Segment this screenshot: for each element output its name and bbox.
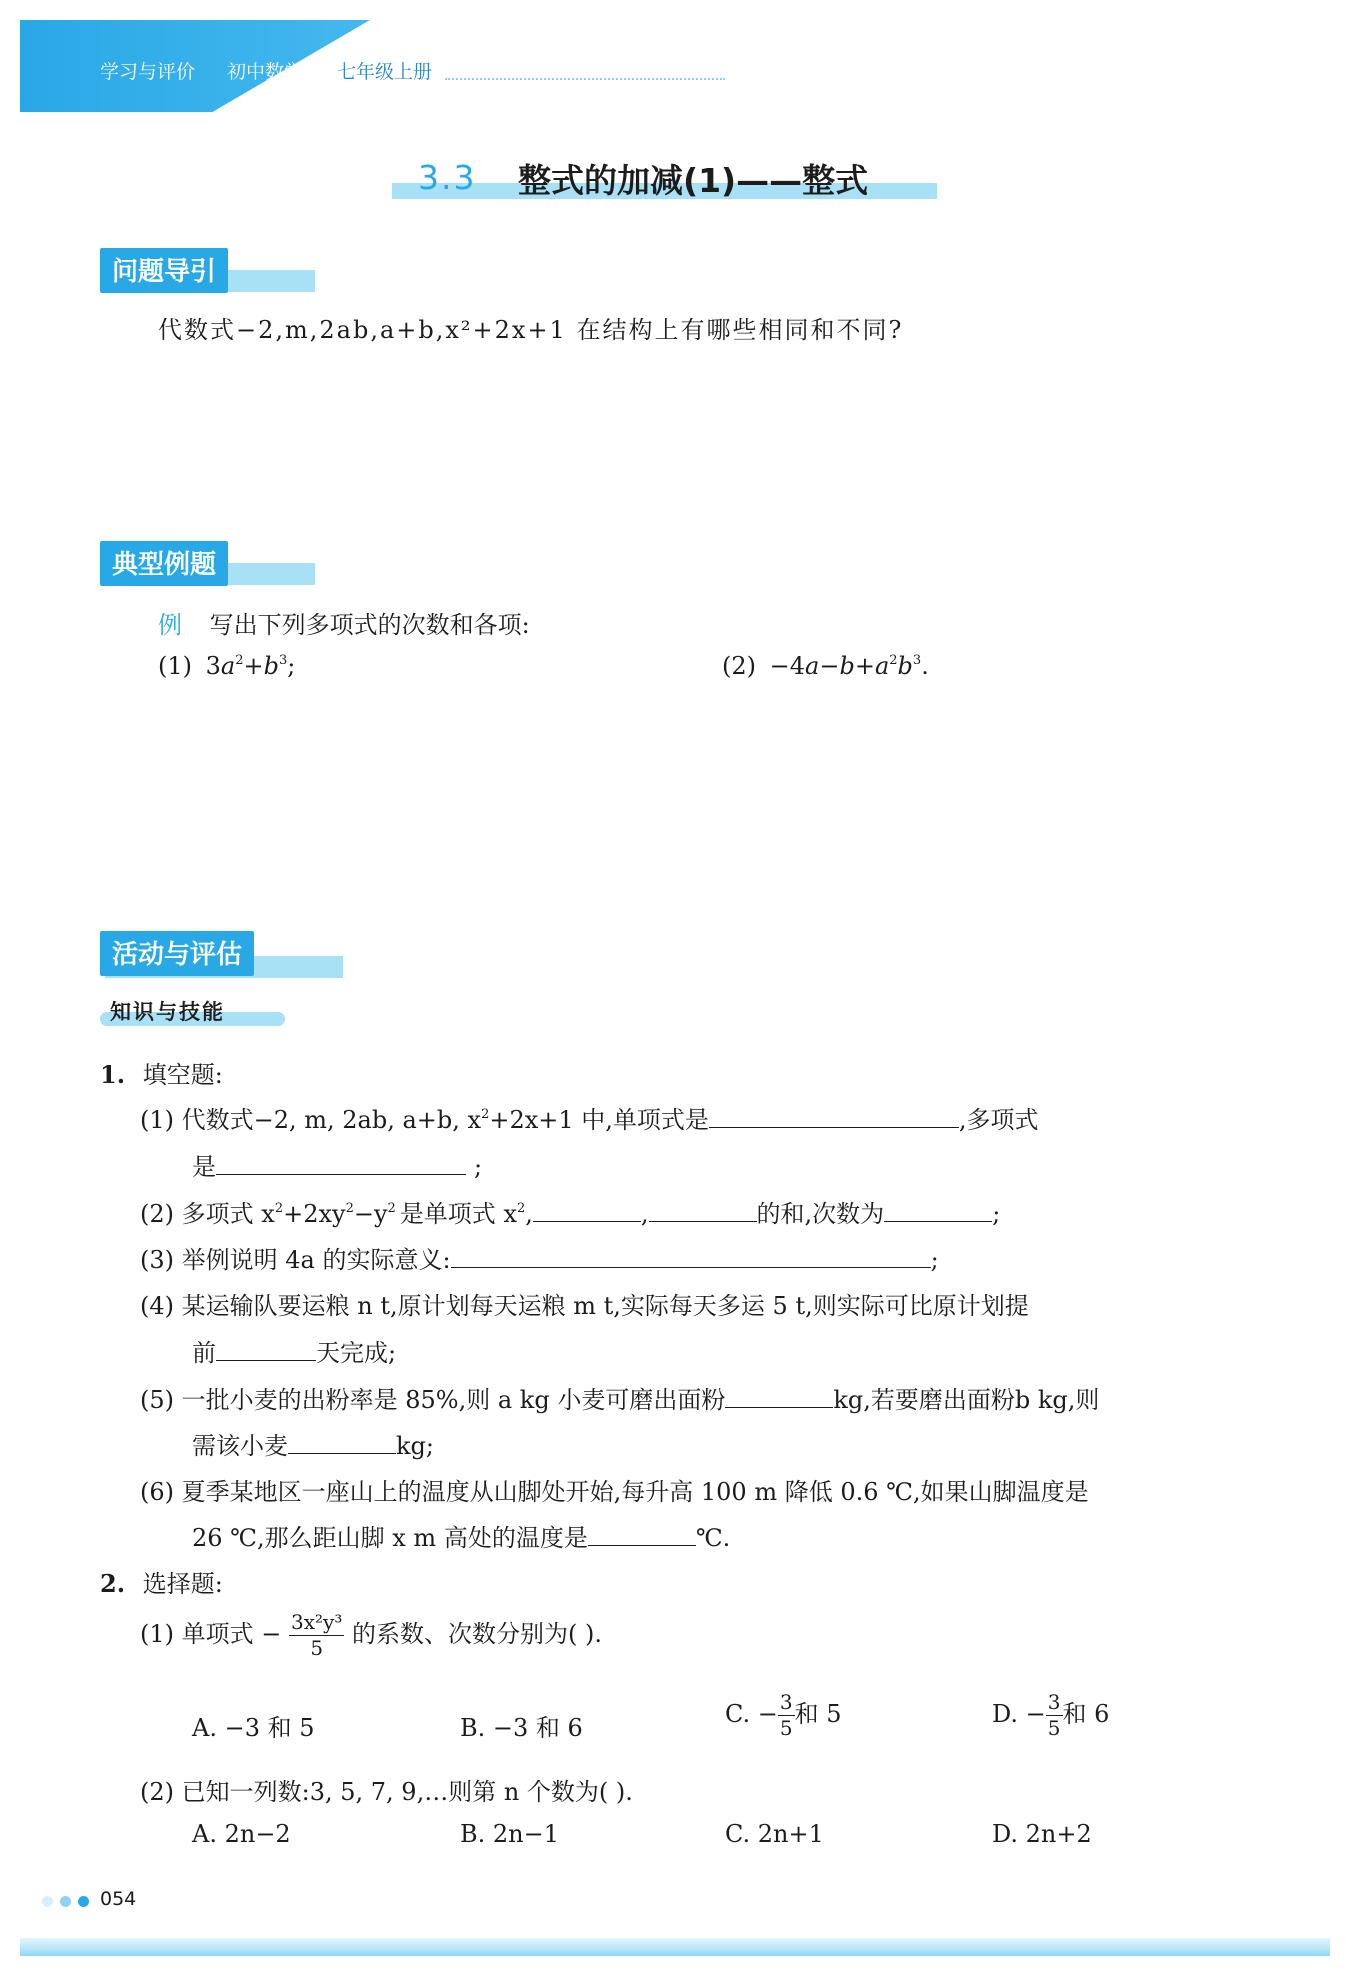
q1-part-5-cont: 需该小麦 kg; xyxy=(192,1432,434,1460)
answer-blank[interactable] xyxy=(649,1199,757,1222)
option-c[interactable]: C. 2n+1 xyxy=(725,1820,824,1848)
q2-part-1: (1) 单项式 − $\frac{\text{3x²y³}}{5}$ 的系数、次数分别为( ). xyxy=(140,1610,602,1660)
answer-blank[interactable] xyxy=(725,1385,833,1408)
footer-dot xyxy=(42,1896,53,1907)
example-label: 例 xyxy=(158,611,182,639)
q1-part-4-cont: 前 天完成; xyxy=(192,1339,397,1367)
answer-blank[interactable] xyxy=(588,1523,696,1546)
example-part-2: $(2) -4a-b+a^2b^3$. xyxy=(722,652,929,680)
section-tag-intro: 问题导引 xyxy=(100,248,228,293)
option-c[interactable]: C. − $\frac{3}{5}$ 和 5 xyxy=(725,1690,842,1740)
option-a[interactable]: A. 2n−2 xyxy=(192,1820,291,1848)
option-d[interactable]: D. 2n+2 xyxy=(992,1820,1092,1848)
q1-part-4: (4) 某运输队要运粮 n t,原计划每天运粮 m t,实际每天多运 5 t,则实际可比原计划提 xyxy=(140,1292,1029,1320)
question-1-heading: 1. 填空题: xyxy=(100,1060,223,1089)
answer-blank[interactable] xyxy=(288,1431,396,1454)
intro-question: 代数式−2,m,2ab,a+b,x²+2x+1 在结构上有哪些相同和不同? xyxy=(158,316,904,344)
footer-dot xyxy=(60,1896,71,1907)
header-divider xyxy=(445,78,725,80)
option-b[interactable]: B. 2n−1 xyxy=(460,1820,559,1848)
section-number: 3.3 xyxy=(418,158,477,197)
q1-part-1: (1) 代数式−2, m, 2ab, a+b, $x^2+2x+1$ 中,单项式是 ,多项式 xyxy=(140,1106,1039,1134)
question-2-heading: 2. 选择题: xyxy=(100,1569,223,1598)
answer-blank[interactable] xyxy=(216,1338,316,1361)
answer-blank[interactable] xyxy=(216,1152,466,1175)
option-a[interactable]: A. −3 和 5 xyxy=(192,1714,315,1742)
option-b[interactable]: B. −3 和 6 xyxy=(460,1714,583,1742)
q1-part-1-cont: 是 ; xyxy=(192,1153,483,1181)
answer-blank[interactable] xyxy=(709,1105,959,1128)
answer-blank[interactable] xyxy=(533,1199,641,1222)
q2-part-2: (2) 已知一列数:3, 5, 7, 9,…则第 n 个数为( ). xyxy=(140,1778,633,1806)
page-number: 054 xyxy=(100,1888,137,1910)
footer-dot xyxy=(78,1896,89,1907)
section-tag-example: 典型例题 xyxy=(100,541,228,586)
page-title: 整式的加减(1)——整式 xyxy=(518,161,869,200)
footer-bar xyxy=(20,1938,1330,1956)
section-tag-activity: 活动与评估 xyxy=(100,931,254,976)
header-grade: 七年级上册 xyxy=(337,61,433,83)
q1-part-2: (2) 多项式 $x^2+2xy^2-y^2$ 是单项式 $x^2$, , 的和,次数为 ; xyxy=(140,1200,1001,1228)
example-line xyxy=(158,605,530,640)
example-part-1: (1) $3a^2+b^3$; xyxy=(158,652,296,680)
q1-part-6-cont: 26 ℃,那么距山脚 x m 高处的温度是 ℃. xyxy=(192,1524,731,1552)
option-d[interactable]: D. − $\frac{3}{5}$ 和 6 xyxy=(992,1690,1110,1740)
subsection-skills: 知识与技能 xyxy=(110,1000,225,1024)
fraction: $\frac{\text{3x²y³}}{5}$ xyxy=(291,1610,343,1660)
header-subject: 初中数学 xyxy=(227,61,304,83)
answer-blank[interactable] xyxy=(884,1199,992,1222)
q1-part-5: (5) 一批小麦的出粉率是 85%,则 a kg 小麦可磨出面粉 kg,若要磨出面粉b kg,则 xyxy=(140,1386,1100,1414)
answer-blank[interactable] xyxy=(451,1245,931,1268)
example-prompt: 写出下列多项式的次数和各项: xyxy=(209,611,530,639)
header-book: 学习与评价 xyxy=(100,61,196,83)
q1-part-6: (6) 夏季某地区一座山上的温度从山脚处开始,每升高 100 m 降低 0.6 ℃,如果山脚温度是 xyxy=(140,1478,1089,1506)
q1-part-3: (3) 举例说明 4a 的实际意义: ; xyxy=(140,1246,939,1274)
